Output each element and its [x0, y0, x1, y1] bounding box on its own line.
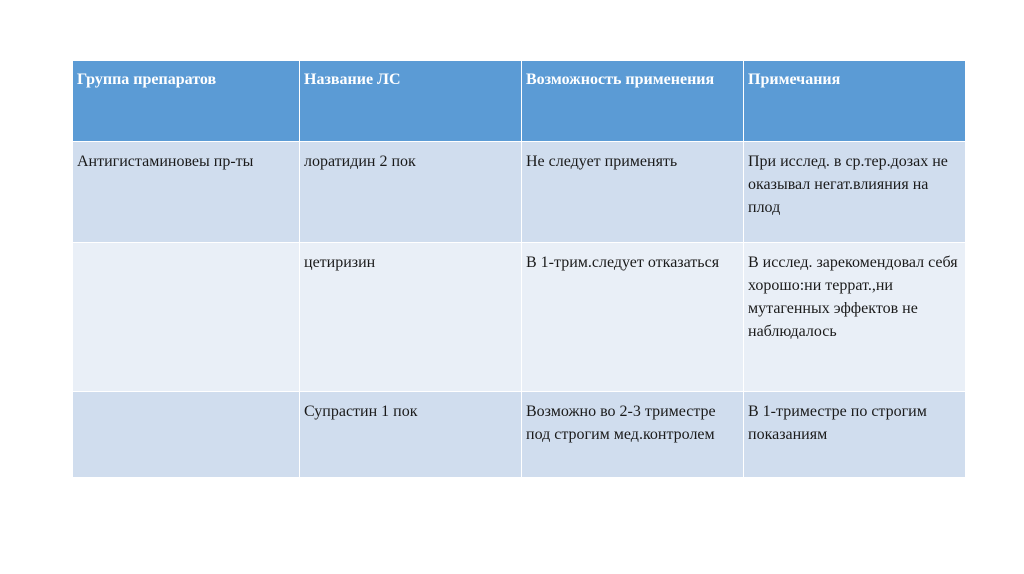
table-body	[73, 142, 966, 478]
table-row	[73, 142, 966, 243]
header-applicability: Возможность применения	[522, 61, 744, 142]
header-row	[73, 61, 966, 142]
cell-drug-name: Супрастин 1 пок	[300, 392, 522, 478]
header-drug-name: Название ЛС	[300, 61, 522, 142]
cell-drug-group	[73, 392, 300, 478]
table-row	[73, 243, 966, 392]
cell-applicability: Возможно во 2-3 триместре под строгим мед.контролем	[522, 392, 744, 478]
cell-drug-group: Антигистаминовеы пр-ты	[73, 142, 300, 243]
cell-notes: В 1-триместре по строгим показаниям	[744, 392, 966, 478]
cell-notes: В исслед. зарекомендовал себя хорошо:ни террат.,ни мутагенных эффектов не наблюдалось	[744, 243, 966, 392]
cell-drug-name: лоратидин 2 пок	[300, 142, 522, 243]
cell-drug-name: цетиризин	[300, 243, 522, 392]
table-header	[73, 61, 966, 142]
cell-applicability: В 1-трим.следует отказаться	[522, 243, 744, 392]
header-drug-group: Группа препаратов	[73, 61, 300, 142]
header-notes: Примечания	[744, 61, 966, 142]
table-row	[73, 392, 966, 478]
cell-drug-group	[73, 243, 300, 392]
drug-table	[72, 60, 966, 478]
cell-notes: При исслед. в ср.тер.дозах не оказывал негат.влияния на плод	[744, 142, 966, 243]
cell-applicability: Не следует применять	[522, 142, 744, 243]
